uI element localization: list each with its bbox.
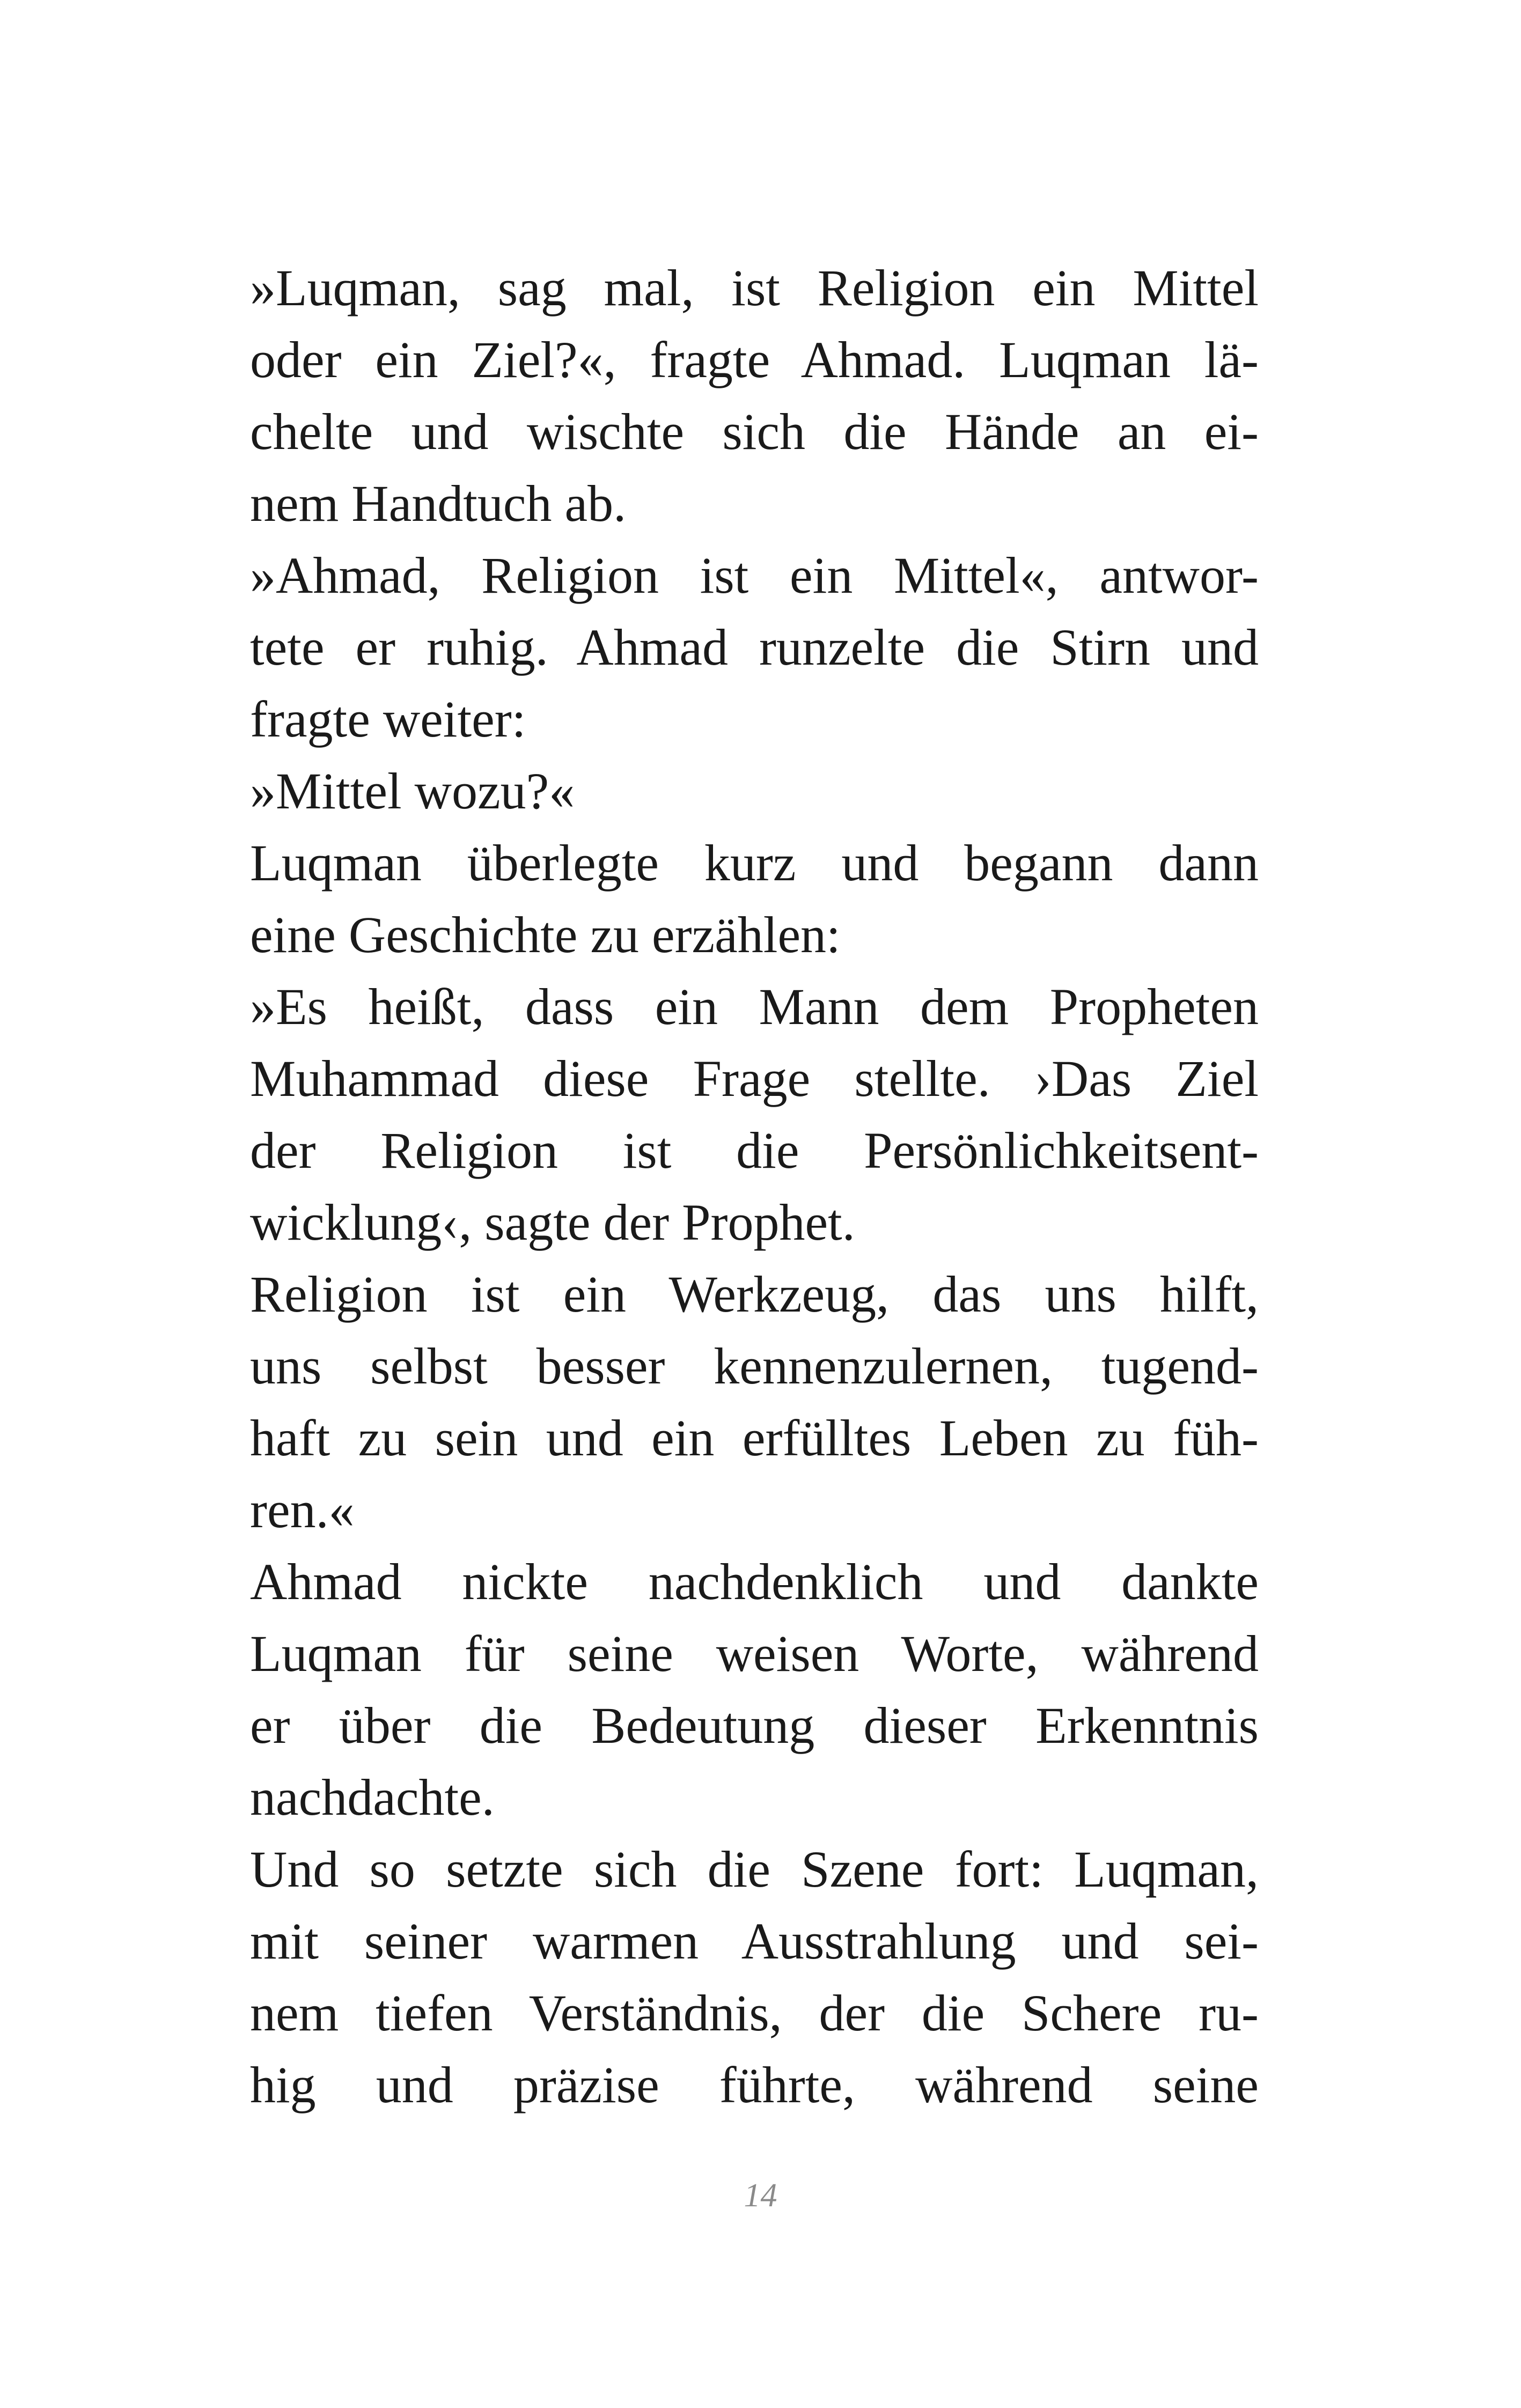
text-line: er über die Bedeutung dieser Erkenntnis [250,1697,1259,1754]
text-line: Religion ist ein Werkzeug, das uns hilft, [250,1265,1259,1323]
text-line: Luqman für seine weisen Worte, während [250,1625,1259,1682]
text-line: nem Handtuch ab. [250,475,627,532]
text-line: »Luqman, sag mal, ist Religion ein Mittel [250,259,1259,316]
text-line: Ahmad nickte nachdenklich und dankte [250,1553,1259,1610]
text-line: Luqman überlegte kurz und begann dann [250,834,1259,892]
text-line: tete er ruhig. Ahmad runzelte die Stirn und [250,618,1259,676]
text-line: eine Geschichte zu erzählen: [250,906,841,963]
page-number: 14 [744,2177,777,2214]
text-line: nem tiefen Verständnis, der die Schere ru- [250,1984,1259,2042]
text-line: »Es heißt, dass ein Mann dem Propheten [250,978,1259,1035]
text-line: mit seiner warmen Ausstrahlung und sei- [250,1912,1259,1970]
text-line: haft zu sein und ein erfülltes Leben zu füh- [250,1409,1259,1467]
text-line: Und so setzte sich die Szene fort: Luqman, [250,1840,1259,1898]
text-line: Muhammad diese Frage stellte. ›Das Ziel [250,1050,1259,1107]
text-line: »Ahmad, Religion ist ein Mittel«, antwor- [250,547,1259,604]
text-line: chelte und wischte sich die Hände an ei- [250,403,1259,460]
text-line: der Religion ist die Persönlichkeitsent- [250,1122,1259,1179]
text-line: »Mittel wozu?« [250,762,575,820]
text-line: uns selbst besser kennenzulernen, tugend- [250,1337,1259,1395]
text-line: wicklung‹, sagte der Prophet. [250,1194,855,1251]
text-line: hig und präzise führte, während seine [250,2056,1259,2114]
text-line: fragte weiter: [250,690,526,748]
text-line: ren.« [250,1481,355,1538]
text-line: oder ein Ziel?«, fragte Ahmad. Luqman lä- [250,331,1259,388]
text-line: nachdachte. [250,1769,495,1826]
body-text [250,252,1259,2121]
